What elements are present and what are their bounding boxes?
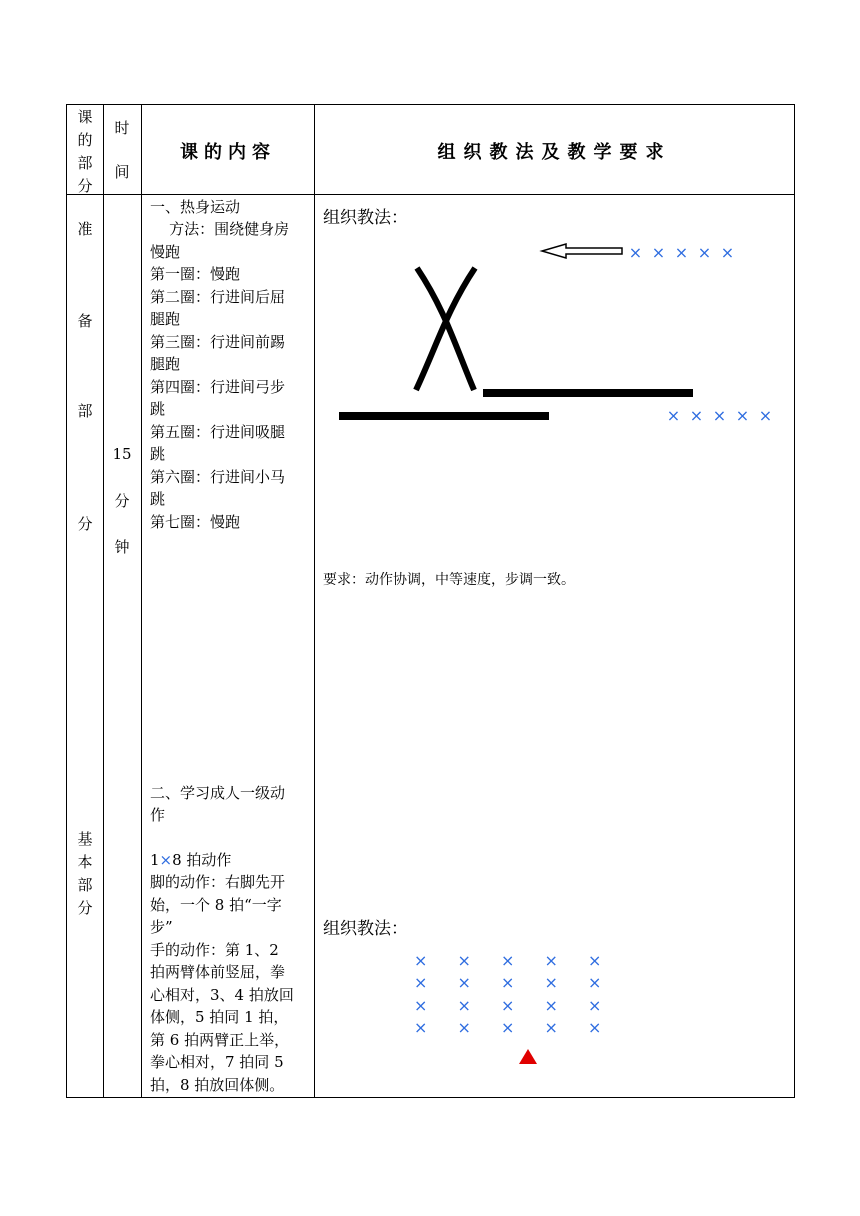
content-line: 第一圈：慢跑	[150, 265, 241, 283]
header-time-char: 间	[114, 163, 130, 181]
student-mark: ×	[457, 951, 471, 970]
content-line: 第四圈：行进间弓步	[150, 378, 286, 396]
student-row-bottom	[662, 406, 777, 425]
student-mark: ×	[588, 973, 602, 992]
prep-part-char: 准	[77, 220, 93, 238]
basic-part-char: 本	[77, 853, 93, 871]
formation-row	[414, 973, 608, 992]
student-mark: ×	[457, 996, 471, 1015]
prep-time-value: 15	[112, 445, 132, 463]
student-mark: ×	[414, 973, 428, 992]
beat-prefix: 1	[150, 851, 160, 869]
student-mark: ×	[651, 243, 666, 262]
prep-requirement: 要求：动作协调，中等速度，步调一致。	[323, 572, 575, 588]
content-line: 跳	[150, 400, 166, 418]
student-mark: ×	[501, 996, 515, 1015]
content-line: 始，一个 8 拍“一字	[150, 896, 282, 914]
student-mark: ×	[414, 1018, 428, 1037]
content-line: 腿跑	[150, 355, 181, 373]
student-mark: ×	[501, 951, 515, 970]
content-line: 拍，8 拍放回体侧。	[150, 1076, 285, 1094]
header-method-label: 组织教法及教学要求	[437, 142, 672, 163]
prep-part-char: 部	[77, 402, 93, 420]
content-line: 第五圈：行进间吸腿	[150, 423, 286, 441]
beat-times-mark: ×	[159, 851, 173, 869]
student-mark: ×	[674, 243, 689, 262]
formation-row	[414, 951, 608, 970]
student-mark: ×	[720, 243, 735, 262]
content-line: 第七圈：慢跑	[150, 513, 241, 531]
student-mark: ×	[501, 1018, 515, 1037]
student-mark: ×	[588, 951, 602, 970]
prep-time-unit: 分	[114, 492, 130, 510]
header-part-char: 课	[77, 108, 93, 126]
beat-line	[150, 849, 231, 872]
header-part-char: 部	[77, 154, 93, 172]
content-line: 体侧，5 拍同 1 拍，	[150, 1008, 289, 1026]
basic-part-char: 基	[77, 830, 93, 848]
header-content-label: 课的内容	[180, 142, 276, 163]
prep-part-char: 备	[77, 312, 93, 330]
content-line: 手的动作：第 1、2	[150, 941, 279, 959]
content-line: 步”	[150, 918, 173, 936]
basic-method-title: 组织教法：	[323, 919, 408, 939]
student-mark: ×	[544, 973, 558, 992]
track-bar-lower	[339, 412, 549, 420]
prep-time-unit: 钟	[114, 538, 130, 556]
content-line: 心相对，3、4 拍放回	[150, 986, 294, 1004]
student-mark: ×	[588, 996, 602, 1015]
content-line: 脚的动作：右脚先开	[150, 873, 286, 891]
content-line: 第三圈：行进间前踢	[150, 333, 286, 351]
arrow-left-icon	[542, 244, 622, 258]
header-part-char: 分	[77, 177, 93, 195]
header-part-char: 的	[77, 131, 93, 149]
basic-part-char: 分	[77, 899, 93, 917]
content-line: 方法：围绕健身房	[150, 220, 290, 238]
student-mark: ×	[501, 973, 515, 992]
student-mark: ×	[697, 243, 712, 262]
student-mark: ×	[414, 951, 428, 970]
student-row-top	[624, 243, 739, 262]
basic-part-char: 部	[77, 876, 93, 894]
student-mark: ×	[735, 406, 750, 425]
teacher-marker-triangle-icon	[519, 1049, 537, 1064]
formation-row	[414, 996, 608, 1015]
student-mark: ×	[588, 1018, 602, 1037]
student-mark: ×	[666, 406, 681, 425]
header-time-char: 时	[114, 119, 130, 137]
content-line: 第 6 拍两臂正上举，	[150, 1031, 290, 1049]
content-line: 跳	[150, 490, 166, 508]
student-mark: ×	[544, 951, 558, 970]
student-mark: ×	[414, 996, 428, 1015]
student-mark: ×	[544, 996, 558, 1015]
content-line: 二、学习成人一级动	[150, 784, 286, 802]
student-mark: ×	[758, 406, 773, 425]
content-line: 慢跑	[150, 243, 181, 261]
student-mark: ×	[457, 1018, 471, 1037]
content-line: 腿跑	[150, 310, 181, 328]
content-line: 拳心相对，7 拍同 5	[150, 1053, 284, 1071]
content-line: 拍两臂体前竖屈，拳	[150, 963, 286, 981]
student-mark: ×	[712, 406, 727, 425]
prep-part-char: 分	[77, 515, 93, 533]
content-line: 作	[150, 806, 166, 824]
track-bar-upper	[483, 389, 693, 397]
beat-suffix: 8 拍动作	[172, 851, 232, 869]
content-line: 第六圈：行进间小马	[150, 468, 286, 486]
prep-method-title: 组织教法：	[323, 208, 408, 228]
content-line: 第二圈：行进间后屈	[150, 288, 286, 306]
student-mark: ×	[689, 406, 704, 425]
formation-row	[414, 1018, 608, 1037]
content-line: 一、热身运动	[150, 198, 241, 216]
student-mark: ×	[628, 243, 643, 262]
content-line: 跳	[150, 445, 166, 463]
student-mark: ×	[544, 1018, 558, 1037]
student-mark: ×	[457, 973, 471, 992]
